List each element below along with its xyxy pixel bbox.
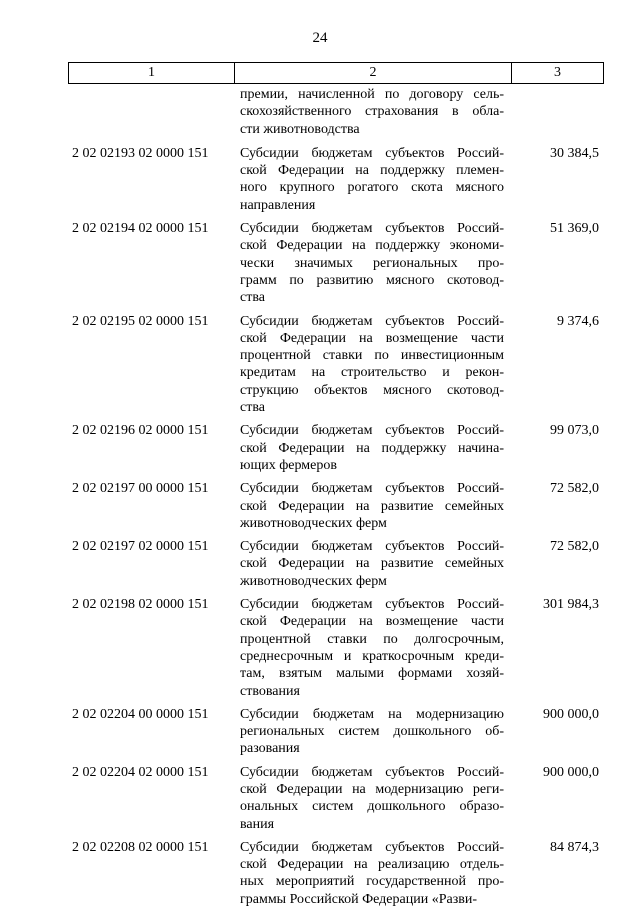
row-description (240, 422, 504, 474)
description-line: животноводческих ферм (240, 515, 387, 531)
table-row (0, 480, 640, 532)
description-line: грамм по развитию мясного скотовод- (240, 272, 504, 288)
budget-code: 2 02 02198 02 0000 151 (72, 597, 209, 613)
row-description (240, 764, 504, 833)
description-line: ской Федерации на развитие семейных (240, 498, 504, 514)
amount-value: 30 384,5 (550, 145, 599, 161)
budget-code: 2 02 02197 00 0000 151 (72, 481, 209, 497)
budget-code: 2 02 02193 02 0000 151 (72, 145, 209, 161)
description-line: чески значимых региональных про- (240, 255, 504, 271)
table-row (0, 313, 640, 417)
description-line: ской Федерации на развитие семейных (240, 556, 504, 572)
row-description (240, 86, 504, 138)
header-col-amount: 3 (554, 65, 561, 80)
budget-code: 2 02 02194 02 0000 151 (72, 221, 209, 237)
description-line: ства (240, 290, 265, 306)
description-line: Субсидии бюджетам субъектов Россий- (240, 221, 504, 237)
description-line: ных мероприятий государственной про- (240, 874, 504, 890)
budget-code: 2 02 02197 02 0000 151 (72, 539, 209, 555)
amount-value: 72 582,0 (550, 539, 599, 555)
description-line: ональных систем дошкольного образо- (240, 799, 504, 815)
description-line: среднесрочным и краткосрочным креди- (240, 648, 504, 664)
amount-value: 9 374,6 (557, 313, 599, 329)
description-line: Субсидии бюджетам субъектов Россий- (240, 423, 504, 439)
row-description (240, 313, 504, 417)
row-description (240, 480, 504, 532)
row-description (240, 145, 504, 214)
row-description (240, 538, 504, 590)
amount-value: 900 000,0 (543, 764, 599, 780)
description-line: ного крупного рогатого скота мясного (240, 180, 504, 196)
description-line: ства (240, 400, 265, 416)
description-line: граммы Российской Федерации «Разви- (240, 891, 477, 907)
description-line: разования (240, 741, 300, 757)
row-description (240, 220, 504, 306)
amount-value: 84 874,3 (550, 839, 599, 855)
row-description (240, 706, 504, 758)
description-line: ской Федерации на модернизацию реги- (240, 781, 504, 797)
description-line: Субсидии бюджетам субъектов Россий- (240, 597, 504, 613)
description-line: ской Федерации на поддержку экономи- (240, 238, 504, 254)
description-line: ской Федерации на поддержку племен- (240, 163, 504, 179)
header-col-code: 1 (69, 63, 235, 83)
description-line: ской Федерации на возмещение части (240, 614, 504, 630)
page-number: 24 (312, 30, 328, 46)
budget-code: 2 02 02204 00 0000 151 (72, 706, 209, 722)
description-line: скохозяйственного страхования в обла- (240, 104, 504, 120)
description-line: Субсидии бюджетам субъектов Россий- (240, 764, 504, 780)
table-row (0, 422, 640, 474)
description-line: направления (240, 197, 316, 213)
amount-value: 72 582,0 (550, 481, 599, 497)
table-body (0, 86, 640, 914)
description-line: животноводческих ферм (240, 573, 387, 589)
description-line: процентной ставки по долгосрочным, (240, 631, 504, 647)
budget-code: 2 02 02196 02 0000 151 (72, 423, 209, 439)
description-line: сти животноводства (240, 121, 360, 137)
description-line: Субсидии бюджетам субъектов Россий- (240, 539, 504, 555)
table-row (0, 220, 640, 306)
description-line: Субсидии бюджетам на модернизацию (240, 706, 504, 722)
description-line: Субсидии бюджетам субъектов Россий- (240, 481, 504, 497)
description-line: ской Федерации на поддержку начина- (240, 440, 504, 456)
description-line: ющих фермеров (240, 457, 337, 473)
table-row (0, 764, 640, 833)
description-line: процентной ставки по инвестиционным (240, 348, 504, 364)
row-description (240, 839, 504, 908)
table-row (0, 538, 640, 590)
description-line: Субсидии бюджетам субъектов Россий- (240, 313, 504, 329)
description-line: Субсидии бюджетам субъектов Россий- (240, 145, 504, 161)
budget-code: 2 02 02208 02 0000 151 (72, 839, 209, 855)
budget-code: 2 02 02195 02 0000 151 (72, 313, 209, 329)
table-row (0, 596, 640, 700)
description-line: премии, начисленной по договору сель- (240, 87, 504, 102)
amount-value: 301 984,3 (543, 597, 599, 613)
description-line: Субсидии бюджетам субъектов Россий- (240, 839, 504, 855)
description-line: вания (240, 816, 275, 832)
description-line: струкцию объектов мясного скотовод- (240, 382, 504, 398)
description-line: кредитам на строительство и рекон- (240, 365, 504, 381)
description-line: региональных систем дошкольного об- (240, 724, 504, 740)
table-header (68, 62, 604, 84)
description-line: ской Федерации на возмещение части (240, 330, 504, 346)
amount-value: 99 073,0 (550, 423, 599, 439)
row-description (240, 596, 504, 700)
description-line: ской Федерации на реализацию отдель- (240, 857, 504, 873)
table-row (0, 86, 640, 138)
amount-value: 51 369,0 (550, 221, 599, 237)
table-row (0, 145, 640, 214)
amount-value: 900 000,0 (543, 706, 599, 722)
description-line: там, взятым малыми формами хозяй- (240, 666, 504, 682)
header-col-description: 2 (235, 63, 512, 83)
table-row (0, 706, 640, 758)
budget-code: 2 02 02204 02 0000 151 (72, 764, 209, 780)
description-line: ствования (240, 683, 300, 699)
table-row (0, 839, 640, 908)
